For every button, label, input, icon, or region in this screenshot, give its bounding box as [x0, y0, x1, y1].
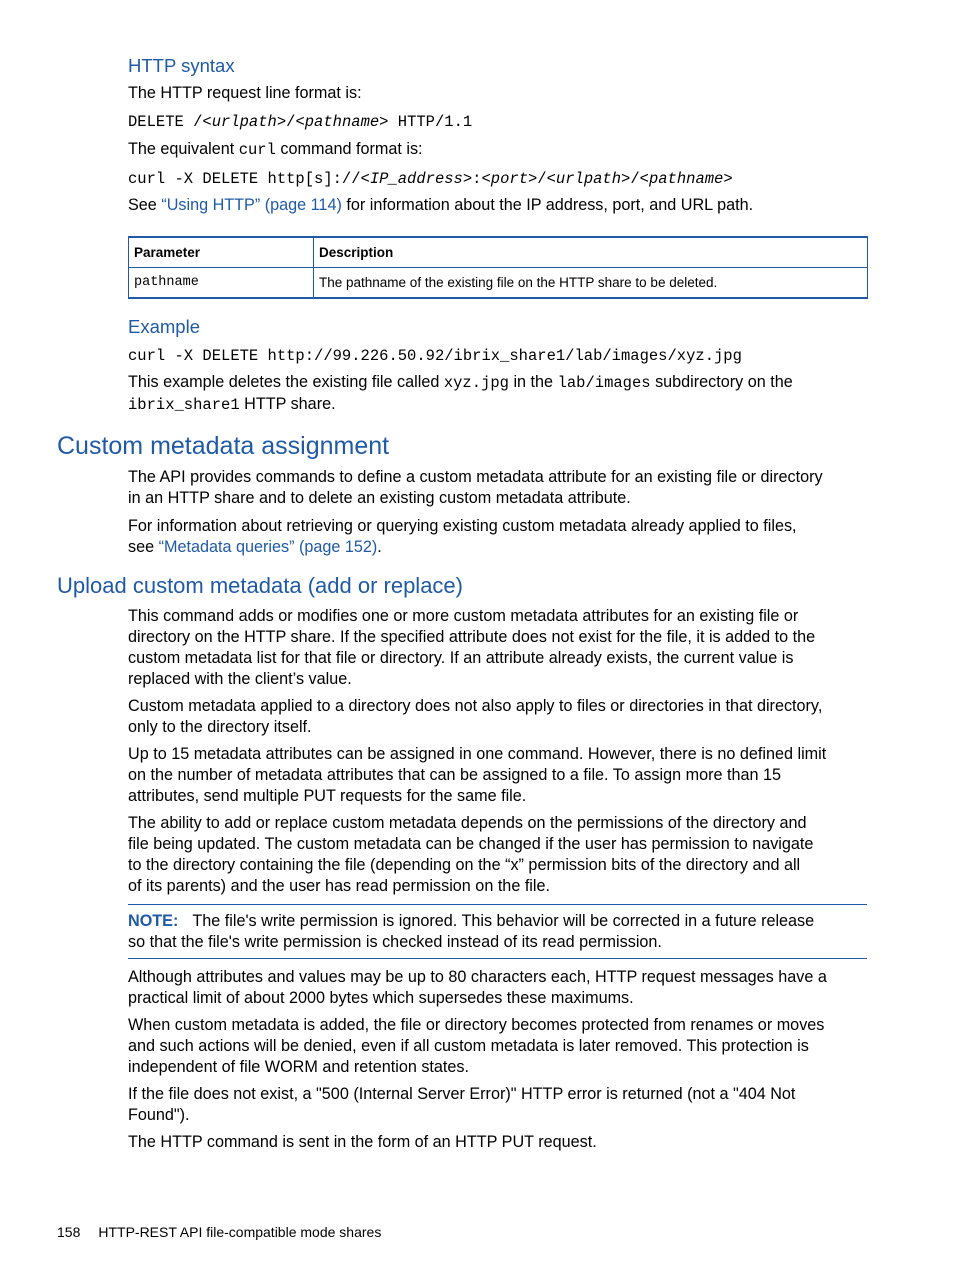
page-number: 158 [57, 1224, 81, 1240]
paragraph: The HTTP command is sent in the form of an HTTP PUT request. [128, 1133, 597, 1151]
table-header-cell: Parameter [129, 237, 314, 268]
custom-metadata-body [128, 467, 868, 558]
curl-format-code: curl -X DELETE http[s]://<IP_address>:<port>/<urlpath>/<pathname> [128, 170, 733, 188]
paragraph: Although attributes and values may be up to 80 characters each, HTTP request messages have a practical limit of about 2000 bytes which supersedes these maximums. [128, 968, 827, 1007]
using-http-link[interactable]: “Using HTTP” (page 114) [161, 196, 342, 214]
note-text: NOTE: The file's write permission is ignored. This behavior will be corrected in a future release so that the file's write permission is checked instead of its read permission. [128, 912, 815, 951]
example-description: This example deletes the existing file called xyz.jpg in the lab/images subdirectory on the ibrix_share1 HTTP share. [128, 373, 793, 414]
paragraph: The ability to add or replace custom metadata depends on the permissions of the directory and file being updated. The custom metadata can be changed if the user has permission to navigate to the directory containing the file (depending on the “x” permission bits of the directory and all of its parents) and the user has read permission on the file. [128, 814, 814, 895]
example-code: curl -X DELETE http://99.226.50.92/ibrix_share1/lab/images/xyz.jpg [128, 347, 742, 365]
request-line-intro: The HTTP request line format is: [128, 84, 362, 102]
paragraph: When custom metadata is added, the file or directory becomes protected from renames or moves and such actions will be denied, even if all custom metadata is later removed. This protection is independent of file WORM and retention states. [128, 1016, 825, 1076]
http-syntax-heading: HTTP syntax [128, 55, 235, 76]
note-label: NOTE: [128, 912, 179, 930]
example-section [128, 316, 868, 416]
paragraph: Up to 15 metadata attributes can be assigned in one command. However, there is no defined limit on the number of metadata attributes that can be assigned to a file. To assign more than 15 attributes, send multiple PUT requests for the same file. [128, 745, 827, 805]
table-header-row [129, 237, 868, 268]
see-reference: See “Using HTTP” (page 114) for information about the IP address, port, and URL path. [128, 196, 754, 214]
curl-intro: The equivalent curl command format is: [128, 140, 423, 159]
paragraph: Custom metadata applied to a directory does not also apply to files or directories in that directory, only to the directory itself. [128, 697, 823, 736]
page-footer [57, 1223, 381, 1241]
request-line-code: DELETE /<urlpath>/<pathname> HTTP/1.1 [128, 113, 473, 131]
example-heading: Example [128, 316, 200, 337]
paragraph: If the file does not exist, a "500 (Internal Server Error)" HTTP error is returned (not a "404 Not Found"). [128, 1085, 796, 1124]
paragraph: For information about retrieving or querying existing custom metadata already applied to files, see “Metadata queries” (page 152). [128, 517, 797, 556]
metadata-queries-link[interactable]: “Metadata queries” (page 152) [158, 538, 378, 556]
table-cell: The pathname of the existing file on the HTTP share to be deleted. [314, 268, 868, 299]
note-box [128, 904, 867, 959]
footer-title: HTTP-REST API file-compatible mode shares [98, 1224, 382, 1240]
paragraph: The API provides commands to define a custom metadata attribute for an existing file or directory in an HTTP share and to delete an existing custom metadata attribute. [128, 468, 823, 507]
paragraph: This command adds or modifies one or more custom metadata attributes for an existing file or directory on the HTTP share. If the specified attribute does not exist for the file, it is added to the custom metadata list for that file or directory. If an attribute already exists, the current value is replaced with the client’s value. [128, 607, 816, 688]
table-header-cell: Description [314, 237, 868, 268]
section-heading-custom-metadata: Custom metadata assignment [57, 432, 390, 460]
section-heading-upload: Upload custom metadata (add or replace) [57, 573, 463, 598]
table-cell: pathname [129, 268, 314, 299]
upload-body-bottom [128, 967, 868, 1153]
upload-body-top [128, 606, 868, 897]
http-syntax-section [128, 55, 868, 216]
table-row [129, 268, 868, 299]
parameter-table [128, 236, 868, 299]
